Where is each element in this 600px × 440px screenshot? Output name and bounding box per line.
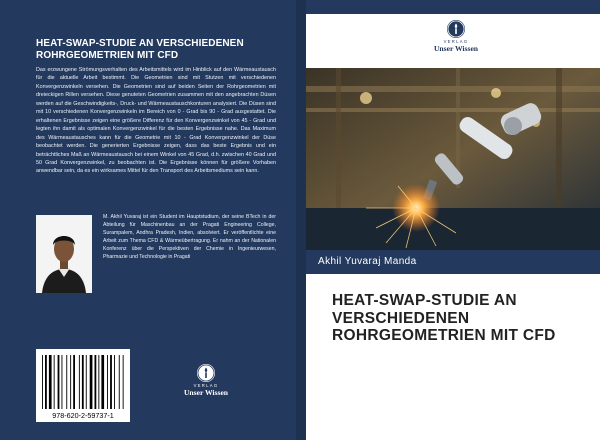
author-photo	[36, 215, 92, 293]
front-title-line1: HEAT-SWAP-STUDIE AN	[332, 292, 517, 309]
barcode	[36, 349, 130, 422]
author-bio: M. Akhil Yuvaraj ist ein Student im Hauptstudium, der seine BTech in der Abteilung für Maschinenbau an der Pragati Engineering College, Surampalem, Andhra Pradesh, Indien, absolviert. Er veröffentlichte eine Arbeit zum Thema CFD & Wärmeübertragung. Er nahm an der Nationalen Konferenz über die Perspektiven der Chemie in Ingenieurwesen, Pharmazie und Technologie in Pragati	[103, 214, 276, 261]
front-logo-name: Unser Wissen	[433, 44, 479, 53]
back-logo-name: Unser Wissen	[183, 388, 229, 397]
cover-photo-robot-welding	[306, 68, 600, 250]
back-cover-title	[36, 38, 276, 62]
torch-icon	[447, 20, 465, 38]
author-band	[306, 250, 600, 274]
back-publisher-logo	[170, 364, 242, 408]
back-logo-verlag: VERLAG	[193, 383, 219, 388]
book-spine	[296, 0, 306, 440]
front-top-bar	[306, 0, 600, 14]
front-title-line2: VERSCHIEDENEN	[332, 309, 470, 327]
back-cover	[0, 0, 296, 440]
back-title-line1: HEAT-SWAP-STUDIE AN VERSCHIEDENEN	[36, 38, 244, 49]
back-title-line2: ROHRGEOMETRIEN MIT CFD	[36, 50, 179, 61]
front-cover	[306, 0, 600, 440]
front-logo-verlag: VERLAG	[443, 39, 469, 44]
front-title-line3: ROHRGEOMETRIEN MIT CFD	[332, 327, 556, 344]
front-publisher-logo	[416, 20, 496, 66]
isbn-number: 978-620-2-59737-1	[52, 411, 114, 420]
torch-icon	[197, 364, 215, 382]
author-name: Akhil Yuvaraj Manda	[318, 256, 417, 267]
book-blurb: Das erzwungene Strömungsverhalten des Arbeitsmittels wird im Hinblick auf den Wärmeaustausch für die aktuelle Arbeit bestimmt. Die Geometrien sind mit Stutzen mit verschiedenen Konvergenzwinkeln versehen. Die Geometrien sind auf beiden Seiten der Rohrgeometrien mit dreieckigen Rillen versehen. Diese genuteten Geometrien zusammen mit den angebrachten Düsen werden auf die Geschwindigkeits-, Druck- und Wärmeaustauschkonturen analysiert. Die Düsen sind mit 10 verschiedenen Konvergenzwinkeln im Bereich von 0 - Grad bis 90 - Grad ausgestattet. Die erhaltenen Ergebnisse zeigen eine größere Differenz für den Konvergenzwinkel von 45 - Grad und legten ihn damit als optimalen Konvergenzwinkel für die besten Ergebnisse nahe. Das Maximum des Wärmeaustausches kann für die Geometrie mit 10 - Grad Konvergenzwinkel der Düse beobachtet werden. Die generierten Ergebnisse zeigen, dass das beste Ergebnis und ein beträchtliches Maß an Wärmeaustausch bei einem Winkel von 45 Grad, d.h. zwischen 40 Grad und 50 Grad Konvergenzwinkel, zu beobachten ist. Die Ergebnisse können für größere Vorhaben anwendbar sein, da es ein wirksames Mittel für den Transport des Arbeitsmediums sein kann.	[36, 67, 276, 175]
front-cover-title	[332, 292, 592, 345]
